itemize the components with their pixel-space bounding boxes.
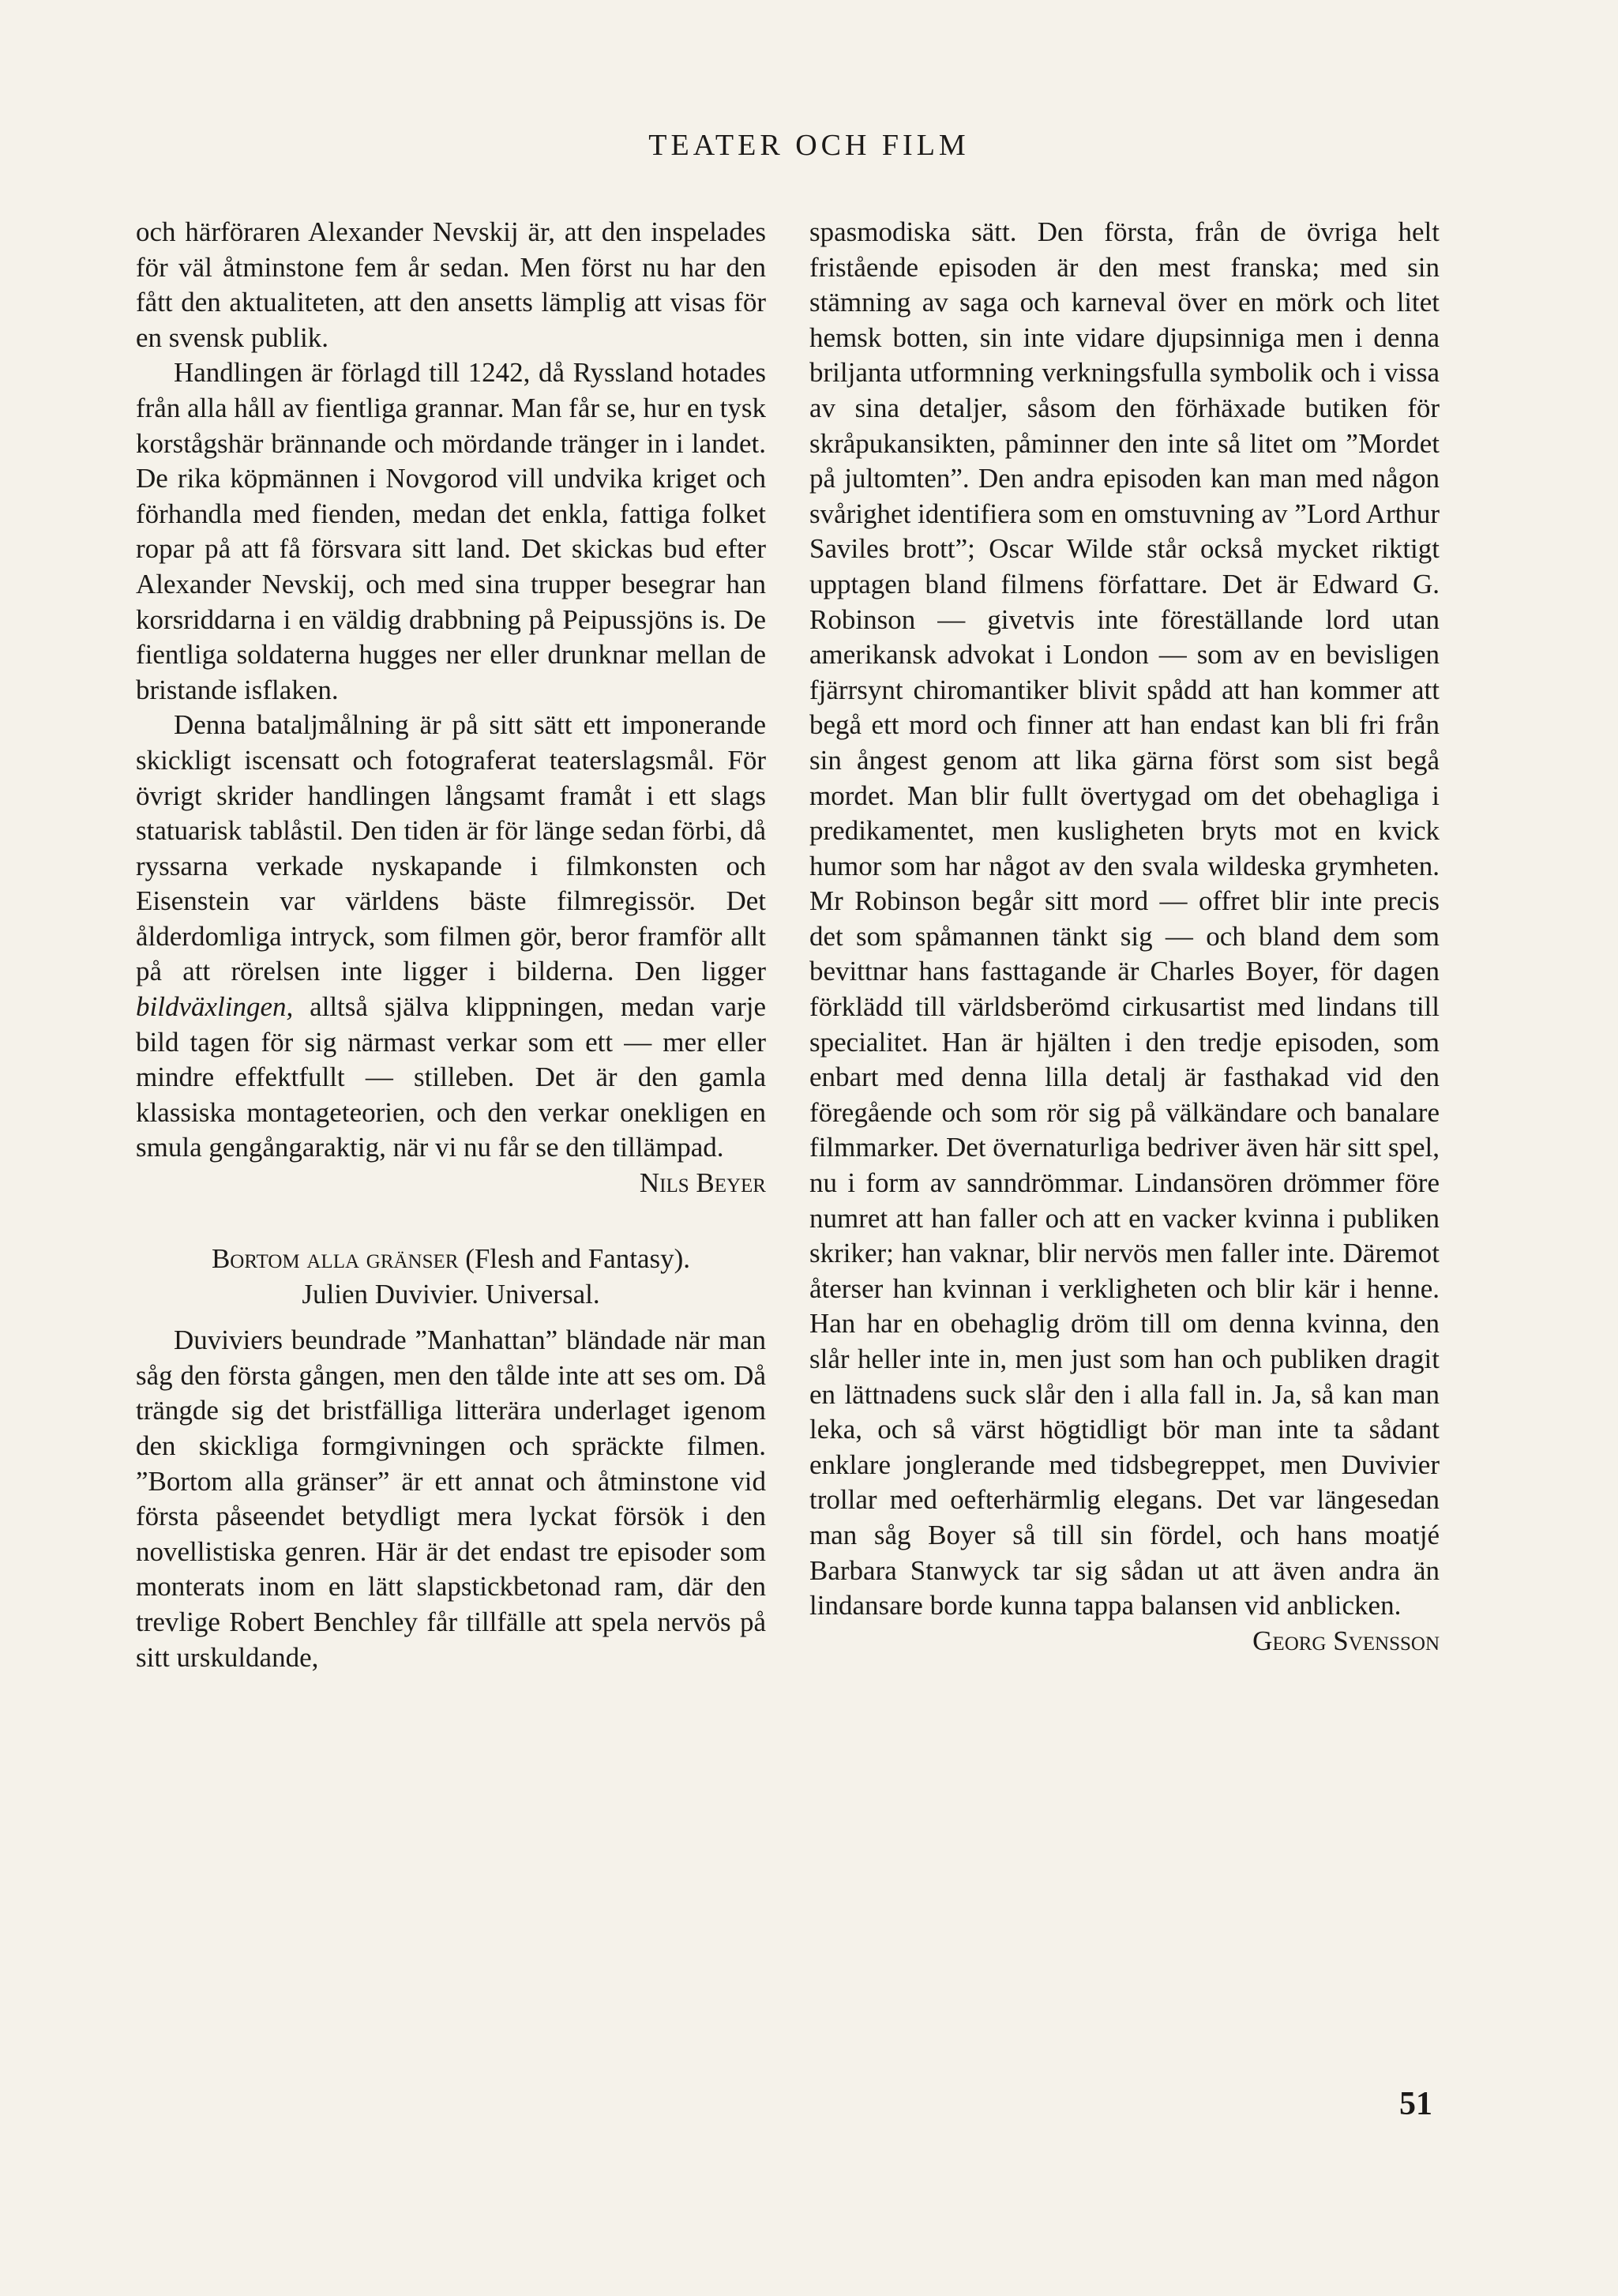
paragraph: Handlingen är förlagd till 1242, då Ryssland hotades från alla håll av fientliga grannar. Man får se, hur en tysk korstågshär brännande och mördande tränger in i landet. De rika köpmännen i Novgorod vill undvika kriget och förhandla med fienden, medan det enkla, fattiga folket ropar på att få försvara sitt land. Det skickas bud efter Alexander Nevskij, och med sina trupper besegrar han korsriddarna i en väldig drabbning på Peipussjöns is. De fientliga soldaterna hugges ner eller drunknar mellan de bristande isflaken.	[136, 357, 766, 705]
page-number: 51	[1399, 2086, 1432, 2122]
paragraph-text: Denna bataljmålning är på sitt sätt ett imponerande skickligt iscensatt och fotograferat teaterslagsmål. För övrigt skrider handlingen långsamt framåt i ett slags statuarisk tablåstil. Den tiden är för länge sedan förbi, då ryssarna verkade nyskapande i filmkonsten och Eisenstein var världens bäste filmregissör. Det ålderdomliga intryck, som filmen gör, beror framför allt på att rörelsen inte ligger i bilderna. Den ligger	[136, 709, 766, 987]
paragraph	[809, 215, 1440, 1656]
paragraph	[136, 708, 767, 1199]
review-heading	[136, 1242, 766, 1277]
emphasized-term: bildväxlingen,	[136, 991, 294, 1023]
paragraph-text: spasmodiska sätt. Den första, från de övriga helt fristående episoden är den mest franska; med sin stämning av saga och karneval över en mörk och litet hemsk botten, sin inte vidare djupsinniga men i denna briljanta utformning verkningsfulla symbolik och i vissa av sina detaljer, såsom den förhäxade butiken för skråpukansikten, påminner den inte så litet om ”Mordet på jultomten”. Den andra episoden kan man med någon svårighet identifiera som en omstuvning av ”Lord Arthur Saviles brott”; Oscar Wilde står också mycket riktigt upptagen bland filmens författare. Det är Edward G. Robinson — givetvis inte föreställande lord utan amerikansk advokat i London — som av en bevisligen fjärrsynt chiromantiker blivit spådd att han kommer att begå ett mord och finner att han endast kan bli fri från sin ångest genom att lika gärna först som sist begå mordet. Man blir fullt övertygad om det obehagliga i predikamentet, men kusligheten bryts mot en kvick humor som har något av den svala wildeska grymheten. Mr Robinson begår sitt mord — offret blir inte precis det som spåmannen tänkt sig — och bland dem som bevittnar hans fasttagande är Charles Boyer, för dagen förklädd till världsberömd cirkusartist med lindans till specialitet. Han är hjälten i den tredje episoden, som enbart med denna lilla detalj är fasthakad vid den föregående och som rör sig på välkändare och banalare filmmarker. Det övernaturliga bedriver även här sitt spel, nu i form av sanndrömmar. Lindansören drömmer före numret att han faller och att en vacker kvinna i publiken skriker; han vaknar, blir nervös men faller inte. Däremot återser han kvinnan i verkligheten och blir kär i henne. Han har en obehaglig dröm till om denna kvinna, den slår heller inte in, men just som han och publiken dragit en lättnadens suck slår den i alla fall in. Ja, så kan man leka, och så värst högtidligt bör man inte ta sådant enklare jonglerande med tidsbegreppet, men Duvivier trollar med oefterhärmlig elegans. Det var längesedan man såg Boyer så till sin fördel, och hans moatjé Barbara Stanwyck tar sig sådan ut att även andra än lindansare borde kunna tappa balansen vid anblicken.	[809, 216, 1440, 1621]
review-credit: Julien Duvivier. Universal.	[302, 1278, 600, 1310]
review-title: Bortom alla gränser	[211, 1243, 459, 1275]
paragraph-text: alltså själva klippningen, medan varje bild tagen för sig närmast verkar som ett — mer eller mindre effektfullt — stilleben. Det är den gamla klassiska montageteorien, och den verkar onekligen en smula gengångaraktig, när vi nu får se den tillämpad.	[136, 991, 767, 1163]
left-column	[136, 215, 766, 1675]
author-signature: Nils Beyer	[639, 1167, 766, 1199]
paragraph: och härföraren Alexander Nevskij är, att den inspelades för väl åtminstone fem år sedan. Men först nu har den fått den aktualiteten, att den ansetts lämplig att visas för en svensk publik.	[136, 216, 766, 353]
running-header: TEATER OCH FILM	[648, 129, 970, 162]
review-original-title: (Flesh and Fantasy).	[465, 1243, 691, 1275]
paragraph: Duviviers beundrade ”Manhattan” bländade när man såg den första gången, men den tålde inte att ses om. Då trängde sig det bristfälliga litterära underlaget igenom den skickliga formgivningen och spräckte filmen. ”Bortom alla gränser” är ett annat och åtminstone vid första påseendet betydligt mera lyckat försök i den novellistiska genren. Här är det endast tre episoder som monterats inom en lätt slapstickbetonad ram, där den trevlige Robert Benchley får tillfälle att spela nervös på sitt urskuldande,	[136, 1325, 766, 1673]
right-column	[809, 215, 1440, 1659]
author-signature: Georg Svensson	[1252, 1625, 1440, 1656]
